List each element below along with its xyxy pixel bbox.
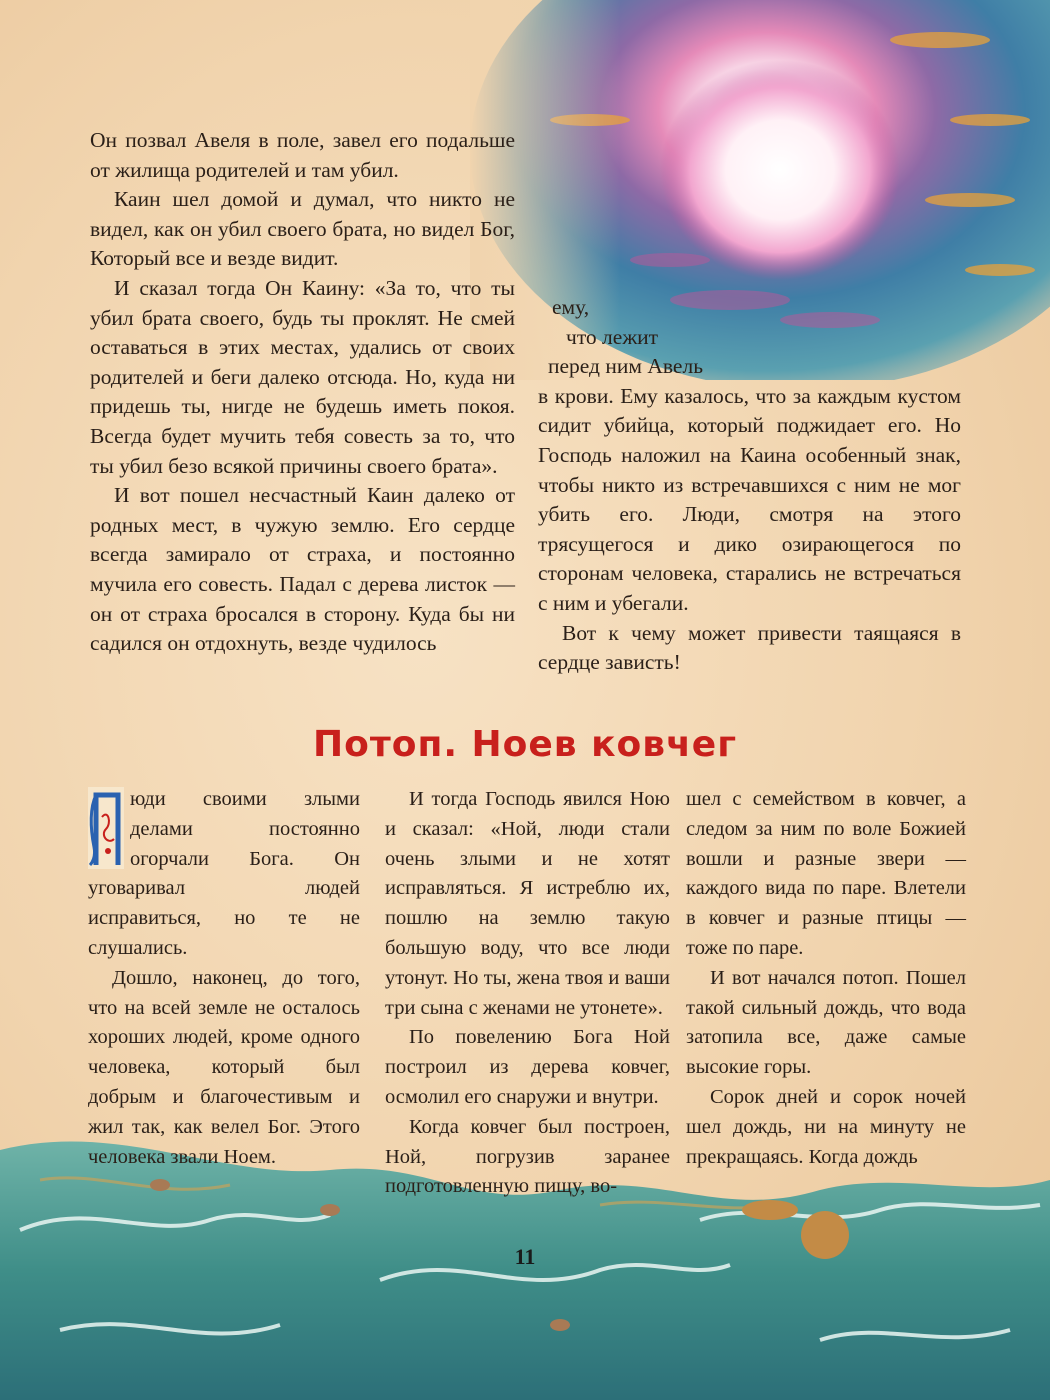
short-line: перед ним Авель	[548, 354, 703, 379]
paragraph: Он позвал Авеля в поле, завел его подальше от жилища родителей и там убил.	[90, 128, 515, 182]
paragraph: И вот начался потоп. Пошел такой сильный дождь, что вода затопила все, даже самые высокие горы.	[686, 966, 966, 1079]
dropcap-letter	[88, 787, 124, 869]
paragraph: Когда ковчег был построен, Ной, погрузив заранее подготовленную пищу, во-	[385, 1115, 670, 1198]
short-line: ему,	[552, 295, 590, 319]
paragraph: Каин шел домой и думал, что никто не видел, как он убил своего брата, но видел Бог, Который все и везде видит.	[90, 187, 515, 271]
paragraph: юди своими злыми делами постоянно огорчали Бога. Он уговаривал людей исправиться, но те не слушались.	[88, 788, 360, 959]
text-column-2	[385, 785, 670, 1202]
text-column-top-left	[90, 126, 515, 659]
short-line: что лежит	[566, 324, 659, 349]
text-column-top-right	[538, 293, 961, 678]
text-column-1	[88, 785, 360, 1172]
paragraph: в крови. Ему казалось, что за каждым кустом сидит убийца, который поджидает его. Но Господь наложил на Каина особенный знак, чтобы никто из встречавшихся с ним не мог убить его. Люди, смотря на этого трясущегося и дико озирающегося по сторонам человека, старались не встречаться с ним и убегали.	[538, 383, 961, 615]
text-column-3	[686, 785, 966, 1172]
paragraph: Вот к чему может привести таящаяся в сердце зависть!	[538, 620, 961, 675]
paragraph: Сорок дней и сорок ночей шел дождь, ни на минуту не прекращаясь. Когда дождь	[686, 1085, 966, 1168]
paragraph: шел с семейством в ковчег, а следом за ним по воле Божией вошли и разные звери — каждого вида по паре. Влетели в ковчег и разные птицы — тоже по паре.	[686, 788, 966, 959]
chapter-heading: Потоп. Ноев ковчег	[312, 724, 738, 765]
page-number: 11	[514, 1244, 536, 1269]
paragraph: И тогда Господь явился Ною и сказал: «Ной, люди стали очень злыми и не хотят исправляться. Я истреблю их, пошлю на землю такую большую воду, что все люди утонут. Но ты, жена твоя и ваши три сына с женами не утонете».	[385, 788, 670, 1019]
paragraph: По повелению Бога Ной построил из дерева ковчег, осмолил его снаружи и внутри.	[385, 1026, 670, 1108]
paragraph: И сказал тогда Он Каину: «За то, что ты убил брата своего, будь ты проклят. Не смей оставаться в этих местах, удались от своих родителей и беги далеко отсюда. Но, куда ни придешь ты, нигде не будешь иметь покоя. Всегда будет мучить тебя совесть за то, что ты убил безо всякой причины своего брата».	[90, 275, 515, 478]
paragraph: И вот пошел несчастный Каин далеко от родных мест, в чужую землю. Его сердце всегда замирало от страха, и постоянно мучила его совесть. Падал с дерева листок — он от страха бросался в сторону. Куда бы ни садился он отдохнуть, везде чудилось	[90, 483, 515, 656]
paragraph: Дошло, наконец, до того, что на всей земле не осталось хороших людей, кроме одного человека, который был добрым и благочестивым и жил так, как велел Бог. Этого человека звали Ноем.	[88, 966, 360, 1168]
